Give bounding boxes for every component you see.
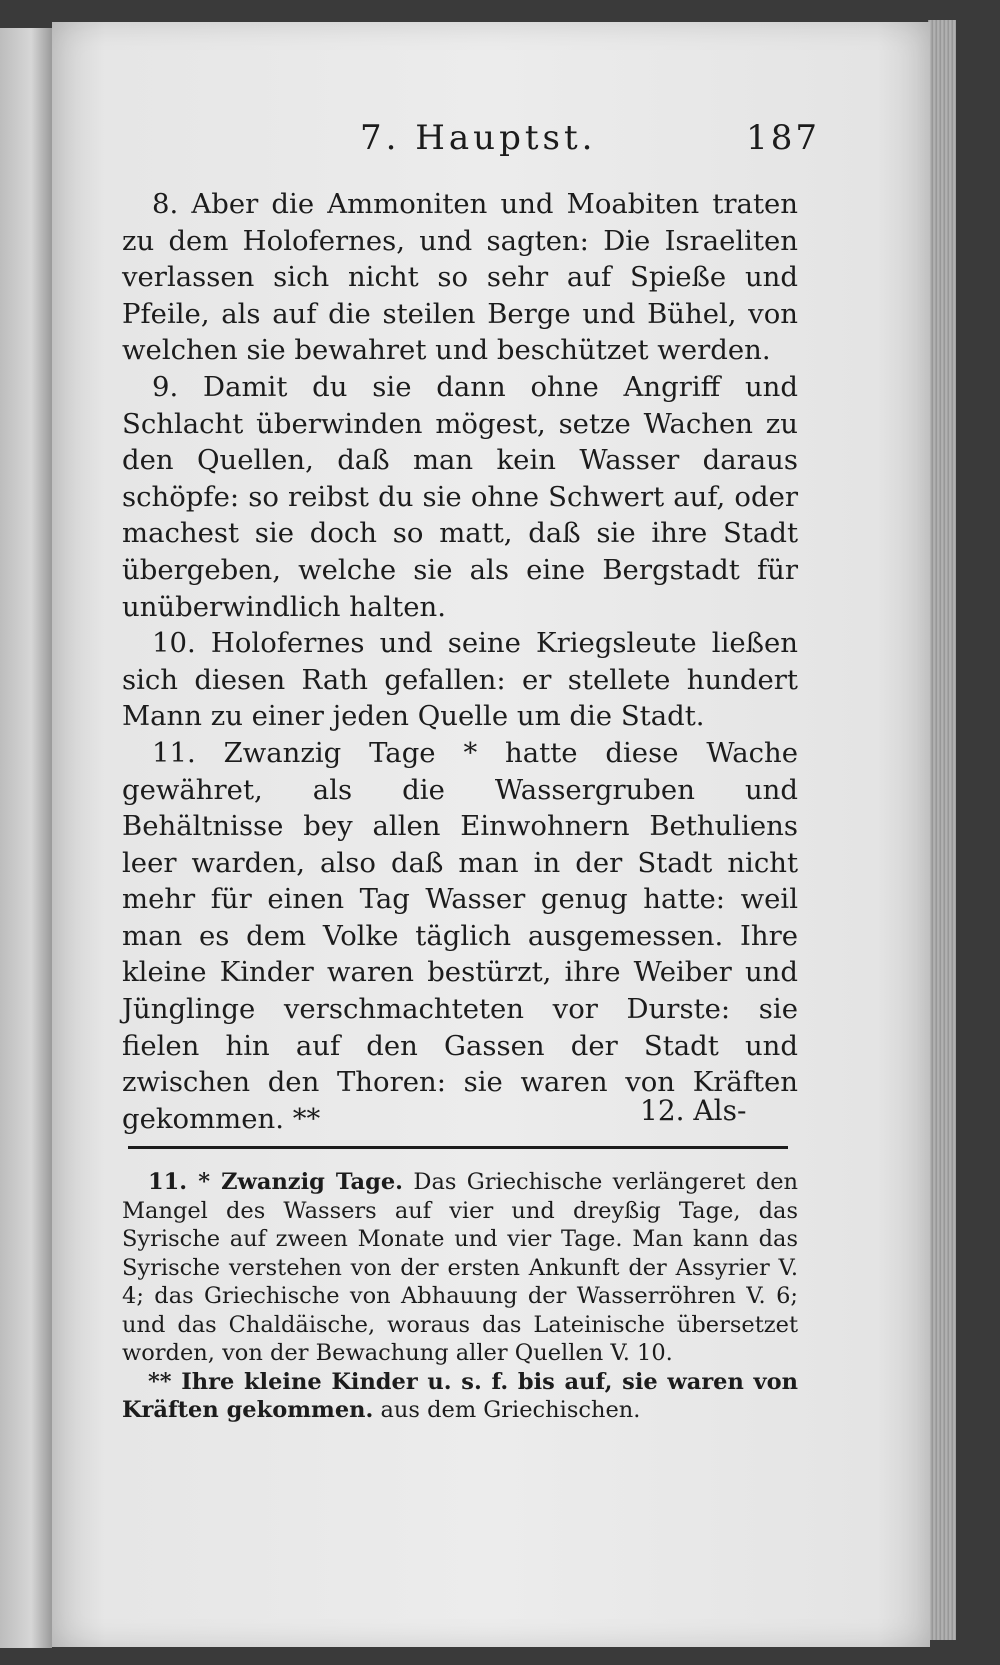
verse-10: 10. Holofernes und seine Kriegsleute ließen sich diesen Rath gefallen: er stellete hundert Mann zu einer jeden Quelle um die Stadt. [122,627,798,733]
footnote-2-ref: ** Ihre kleine Kinder u. s. f. bis auf, sie waren von Kräften gekommen. [122,1368,798,1423]
verse-8: 8. Aber die Ammoniten und Moabiten traten zu dem Holofernes, und sagten: Die Israeliten verlassen sich nicht so sehr auf Spieße und Pfeile, als auf die steilen Berge und Bühel, von welchen sie bewahret und beschützet werden. [122,188,798,367]
footnote-2-text: aus dem Griechischen. [380,1397,641,1423]
footnote-2 [122,1368,798,1425]
previous-page-edge [0,28,52,1648]
footnote-divider [128,1146,788,1149]
page-stack-edge [928,20,956,1640]
footnote-1-ref: 11. * Zwanzig Tage. [148,1169,403,1195]
catchword: 12. Als- [640,1094,747,1127]
footnote-1 [122,1168,798,1368]
page-number: 187 [746,118,820,158]
running-head: 7. Hauptst. [360,118,597,158]
footnote-1-text: Das Griechische verlängeret den Mangel des Wassers auf vier und dreyßig Tage, das Syrische auf zween Monate und vier Tage. Man kann das Syrische verstehen von der ersten Ankunft der Assyrier V. 4; das Griechische von Abhauung der Wasserröhren V. 6; und das Chaldäische, woraus das Lateinische übersetzet worden, von der Bewachung aller Quellen V. 10. [122,1169,799,1366]
verse-11: 11. Zwanzig Tage * hatte diese Wache gewähret, als die Wassergruben und Behältnisse bey allen Einwohnern Bethuliens leer warden, also daß man in der Stadt nicht mehr für einen Tag Wasser genug hatte: weil man es dem Volke täglich ausgemessen. Ihre kleine Kinder waren bestürzt, ihre Weiber und Jünglinge verschmachteten vor Durste: sie fielen hin auf den Gassen der Stadt und zwischen den Thoren: sie waren von Kräften gekommen. ** [122,736,798,1135]
main-text [122,186,798,1137]
page-header [300,118,820,168]
verse-9: 9. Damit du sie dann ohne Angriff und Schlacht überwinden mögest, setze Wachen zu den Quellen, daß man kein Wasser daraus schöpfe: so reibst du sie ohne Schwert auf, oder machest sie doch so matt, daß sie ihre Stadt übergeben, welche sie als eine Bergstadt für unüberwindlich halten. [122,370,798,623]
footnotes [122,1168,798,1425]
